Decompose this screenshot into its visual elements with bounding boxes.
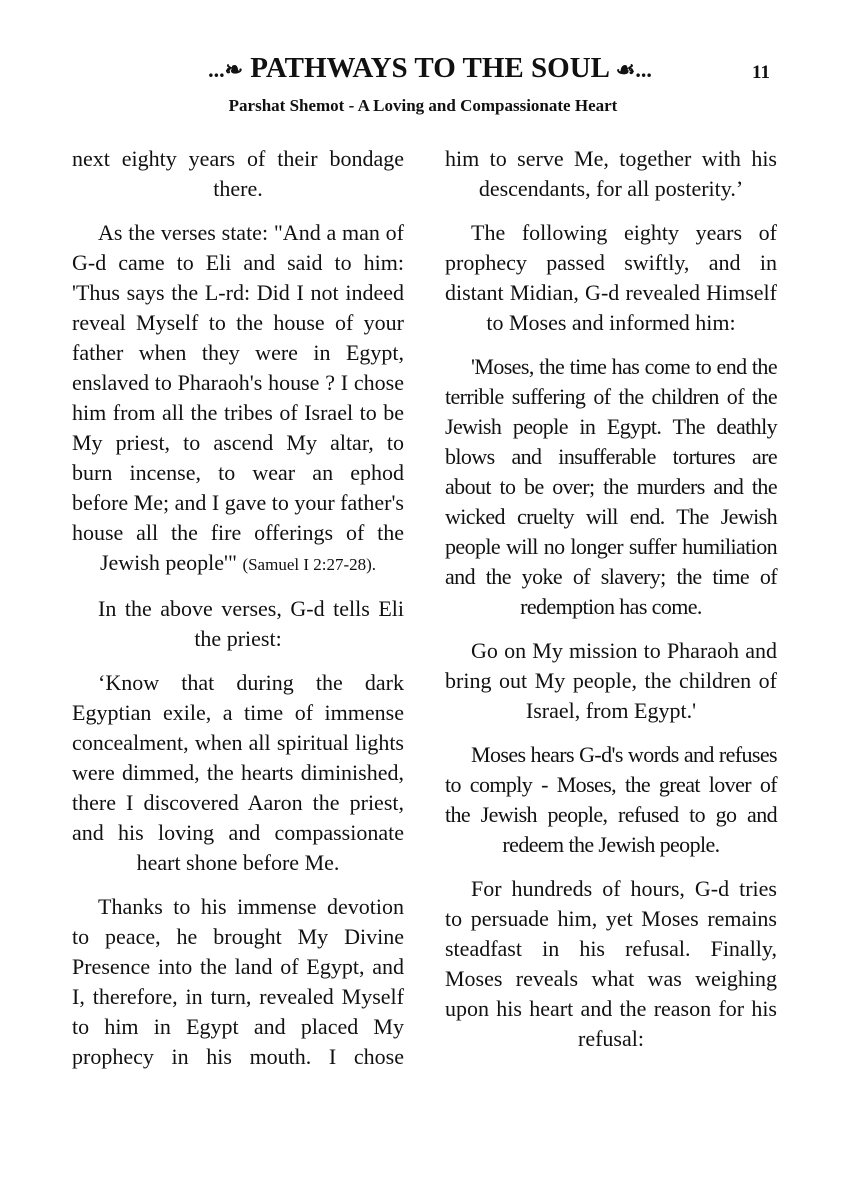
book-title: PATHWAYS TO THE SOUL bbox=[250, 52, 609, 84]
chapter-subtitle: Parshat Shemot - A Loving and Compassionate Heart bbox=[228, 96, 618, 115]
paragraph: ‘Know that during the dark Egyptian exile, a time of immense concealment, when all spiritual lights were dimmed, the hearts diminished, there I discovered Aaron the priest, and his loving and compassionate heart shone before Me. bbox=[72, 670, 404, 875]
left-column bbox=[72, 144, 404, 1086]
ornament-right-icon: ☙... bbox=[615, 57, 652, 82]
paragraph: him to serve Me, together with his descendants, for all posterity.’ bbox=[445, 146, 777, 201]
paragraph: 'Moses, the time has come to end the terrible suffering of the children of the Jewish people in Egypt. The deathly blows and insufferable tortures are about to be over; the murders and the wicked cruelty will end. The Jewish people will no longer suffer humiliation and the yoke of slavery; the time of redemption has come. bbox=[445, 354, 777, 619]
paragraph: Moses hears G-d's words and refuses to comply - Moses, the great lover of the Jewish people, refused to go and redeem the Jewish people. bbox=[445, 742, 777, 857]
paragraph: For hundreds of hours, G-d tries to persuade him, yet Moses remains steadfast in his refusal. Finally, Moses reveals what was weighing upon his heart and the reason for his refusal: bbox=[445, 876, 777, 1051]
quote-text: As the verses state: "And a man of G-d came to Eli and said to him: 'Thus says the L-rd: Did I not indeed reveal Myself to the house of your father when they were in Egypt, enslaved to Pharaoh's house ? I chose him from all the tribes of Israel to be My priest, to ascend My altar, to burn incense, to wear an ephod before Me; and I gave to your father's house all the fire offerings of the Jewish people'" bbox=[72, 220, 404, 575]
ornament-left-icon: ...❧ bbox=[208, 57, 244, 82]
paragraph: Thanks to his immense devotion to peace, he brought My Divine Presence into the land of Egypt, and I, therefore, in turn, revealed Myself to him in Egypt and placed My prophecy in his mouth. I chose bbox=[72, 894, 404, 1069]
paragraph bbox=[72, 218, 404, 580]
paragraph: Go on My mission to Pharaoh and bring out My people, the children of Israel, from Egypt.' bbox=[445, 638, 777, 723]
paragraph: The following eighty years of prophecy passed swiftly, and in distant Midian, G-d revealed Himself to Moses and informed him: bbox=[445, 220, 777, 335]
paragraph: next eighty years of their bondage there. bbox=[72, 146, 404, 201]
page-number: 11 bbox=[752, 62, 770, 83]
right-column bbox=[445, 144, 777, 1068]
scripture-reference: (Samuel I 2:27-28). bbox=[242, 555, 377, 574]
paragraph: In the above verses, G-d tells Eli the priest: bbox=[98, 596, 404, 651]
running-title bbox=[130, 52, 730, 85]
